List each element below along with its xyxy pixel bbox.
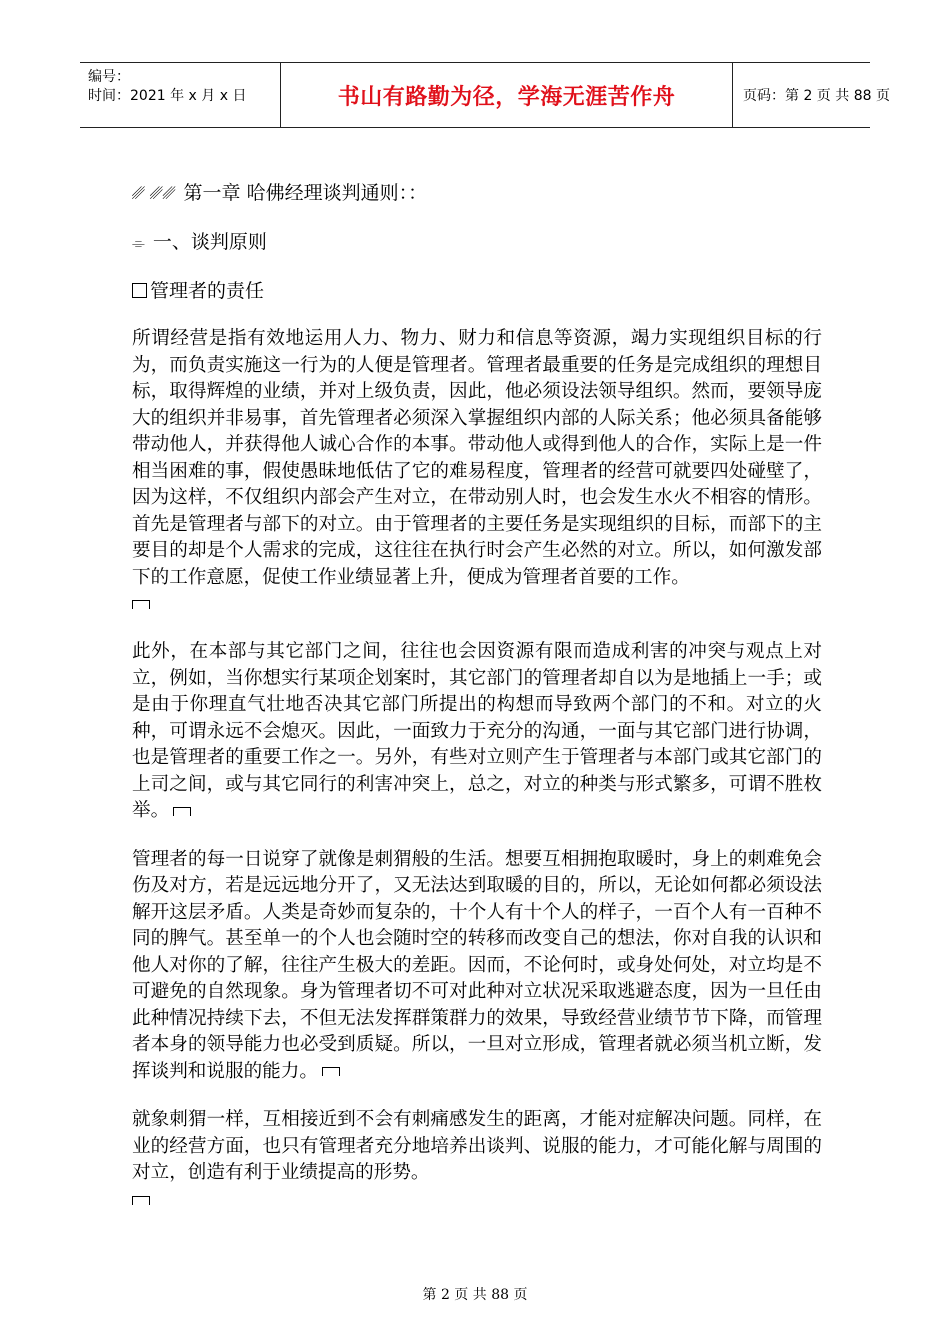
subsection-title: 管理者的责任 [150,280,265,302]
header-page-cell [733,63,890,127]
spacer [132,617,822,639]
paragraph [132,847,822,1086]
paragraph-text: 此外，在本部与其它部门之间，往往也会因资源有限而造成利害的冲突与观点上对立，例如，当你想实行某项企划案时，其它部门的管理者却自以为是地插上一手；或是由于你理直气壮地否决其它部门所提出的构想而导致两个部门的不和。对立的火种，可谓永远不会熄灭。因此，一面致力于充分的沟通，一面与其它部门进行协调，也是管理者的重要工作之一。另外，有些对立则产生于管理者与本部门或其它部门的上司之间，或与其它同行的利害冲突上，总之，对立的种类与形式繁多，可谓不胜枚举。 [132,641,822,821]
page-info: 页码：第 2 页 共 88 页 [743,88,890,104]
bullet-icon: ⌯ [132,233,145,252]
chapter-title: 第一章 哈佛经理谈判通则：： [183,182,428,204]
header-motto-cell [280,63,733,127]
paragraph-mark-icon [132,600,150,609]
page-footer [0,1284,950,1304]
ornament-icon: ␥ ␥␥ [132,184,176,203]
paragraph-mark-icon [322,1067,340,1076]
paragraph: 所谓经营是指有效地运用人力、物力、财力和信息等资源，竭力实现组织目标的行为，而负责实施这一行为的人便是管理者。管理者最重要的任务是完成组织的理想目标，取得辉煌的业绩，并对上级负责，因此，他必须设法领导组织。然而，要领导庞大的组织并非易事，首先管理者必须深入掌握组织内部的人际关系；他必须具备能够带动他人，并获得他人诚心合作的本事。带动他人或得到他人的合作，实际上是一件相当困难的事，假使愚昧地低估了它的难易程度，管理者的经营可就要四处碰壁了，因为这样，不仅组织内部会产生对立，在带动别人时，也会发生水火不相容的情形。首先是管理者与部下的对立。由于管理者的主要任务是实现组织的目标，而部下的主要目的却是个人需求的完成，这往往在执行时会产生必然的对立。所以，如何激发部下的工作意愿，促使工作业绩显著上升，便成为管理者首要的工作。 [132,328,822,588]
footer-page-number: 第 2 页 共 88 页 [422,1287,528,1303]
spacer [132,1085,822,1107]
subsection-heading [132,278,822,304]
section-heading [132,229,822,256]
paragraph-mark-icon [173,807,191,816]
motto-text: 书山有路勤为径，学海无涯苦作舟 [337,84,676,110]
paragraph-mark-row [132,1187,822,1213]
spacer [132,825,822,847]
section-title: 一、谈判原则 [152,231,267,253]
page-header [80,62,890,128]
time-label: 时间：2021 年 x 月 x 日 [88,88,247,104]
paragraph-mark-row [132,591,822,617]
chapter-heading [132,180,822,207]
number-label: 编号： [88,69,130,85]
checkbox-icon [132,283,147,298]
paragraph-mark-icon [132,1196,150,1205]
paragraph [132,639,822,825]
header-meta [80,63,280,127]
document-body [132,180,822,1213]
paragraph-text: 管理者的每一日说穿了就像是刺猬般的生活。想要互相拥抱取暖时，身上的刺难免会伤及对方，若是远远地分开了，又无法达到取暖的目的，所以，无论如何都必须设法解开这层矛盾。人类是奇妙而复杂的，十个人有十个人的样子，一百个人有一百种不同的脾气。甚至单一的个人也会随时空的转移而改变自己的想法，你对自我的认识和他人对你的了解，往往产生极大的差距。因而，不论何时，或身处何处，对立均是不可避免的自然现象。身为管理者切不可对此种对立状况采取逃避态度，因为一旦任由此种情况持续下去，不但无法发挥群策群力的效果，导致经营业绩节节下降，而管理者本身的领导能力也必受到质疑。所以，一旦对立形成，管理者就必须当机立断，发挥谈判和说服的能力。 [132,848,822,1082]
paragraph: 就象刺猬一样，互相接近到不会有刺痛感发生的距离，才能对症解决问题。同样，在业的经营方面，也只有管理者充分地培养出谈判、说服的能力，才可能化解与周围的对立，创造有利于业绩提高的形势。 [132,1109,822,1183]
